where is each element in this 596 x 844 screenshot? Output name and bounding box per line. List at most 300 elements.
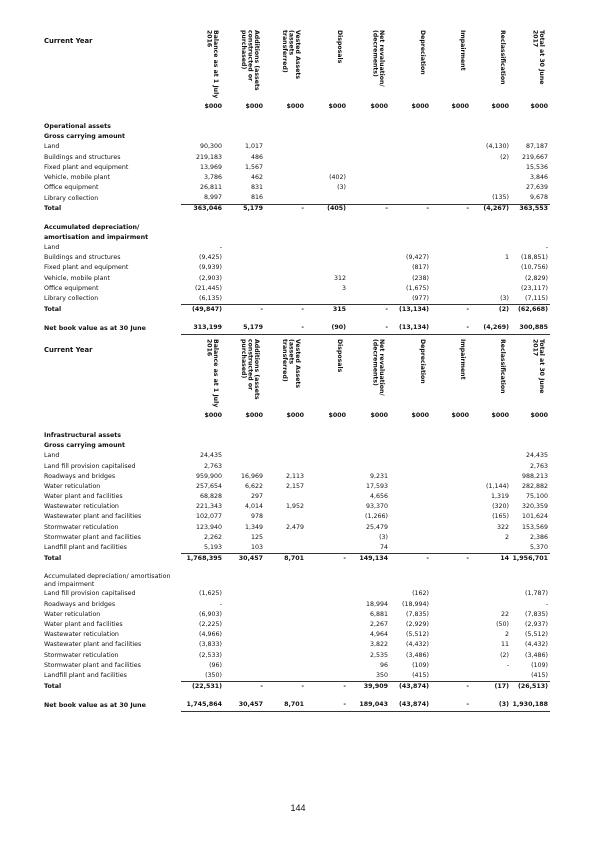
value-cell: - (506, 661, 509, 669)
column-header-cell (390, 30, 431, 100)
spacer-cell (42, 215, 550, 223)
value-cell: - (306, 700, 348, 711)
value-cell (265, 284, 306, 294)
row-label: Buildings and structures (44, 153, 121, 161)
subsection-heading-row (42, 223, 550, 233)
row-label: Wastewater reticulation (44, 631, 119, 639)
value-cell (431, 600, 471, 610)
unit-cell: $000 (491, 411, 509, 419)
row-heading: Gross carrying amount (44, 442, 126, 450)
value-cell (265, 462, 306, 472)
row-label: Total (44, 305, 62, 313)
value-cell: 5,179 (224, 323, 265, 334)
row-heading: Gross carrying amount (44, 133, 126, 141)
value-cell (431, 163, 471, 173)
column-header-cell (471, 339, 511, 409)
value-cell (265, 651, 306, 661)
value-cell: 2,267 (369, 620, 388, 628)
section-heading-row (42, 122, 550, 132)
value-cell: 315 (306, 305, 348, 316)
value-cell (306, 502, 348, 512)
value-cell (306, 533, 348, 543)
value-cell: - (390, 554, 431, 565)
value-cell: 3 (341, 284, 346, 292)
value-cell (348, 253, 390, 263)
row-heading: Accumulated depreciation/ (44, 223, 140, 231)
value-cell (306, 193, 348, 204)
unit-cell: $000 (245, 102, 263, 110)
value-cell: (7,835) (525, 610, 548, 618)
value-cell (265, 610, 306, 620)
unit-cell: $000 (245, 411, 263, 419)
value-cell (471, 472, 511, 482)
value-cell: (2) (500, 651, 509, 659)
subsection-heading-row (42, 233, 550, 243)
unit-cell: $000 (286, 102, 304, 110)
value-cell: - (431, 204, 471, 215)
value-cell (431, 589, 471, 599)
value-cell: 13,969 (199, 163, 222, 171)
subsection-heading-row (42, 572, 550, 589)
spacer-row (42, 114, 550, 122)
row-label: Library collection (44, 295, 99, 303)
value-cell: (18,994) (402, 600, 429, 608)
column-header-cell (224, 339, 265, 409)
value-cell: 153,569 (521, 523, 548, 531)
value-cell: (405) (306, 204, 348, 215)
value-cell: 2 (504, 631, 509, 639)
value-cell: - (431, 305, 471, 316)
value-cell (348, 163, 390, 173)
spacer-cell (42, 315, 550, 323)
column-header-cell (511, 30, 550, 100)
value-cell: (26,513) (511, 682, 550, 693)
value-cell: (5,512) (406, 631, 429, 639)
value-cell (431, 274, 471, 284)
table-row (42, 600, 550, 610)
row-label: Land fill provision capitalised (44, 590, 136, 598)
value-cell: 103 (250, 544, 263, 551)
heading-spacer (181, 572, 550, 589)
value-cell: 189,043 (348, 700, 390, 711)
value-cell: 1,017 (244, 143, 263, 151)
table-row (42, 589, 550, 599)
value-cell: 39,909 (348, 682, 390, 693)
column-header-total-at-30-june-2017: Total at 30 June 2017 (531, 30, 545, 85)
value-cell (348, 284, 390, 294)
unit-cell: $000 (328, 102, 346, 110)
table-row (42, 472, 550, 482)
table-row (42, 533, 550, 543)
value-cell (265, 253, 306, 263)
value-cell: (7,115) (525, 294, 548, 302)
value-cell (306, 482, 348, 492)
infrastructural-assets-table (42, 339, 550, 712)
value-cell: 486 (250, 153, 263, 161)
value-cell: 96 (379, 661, 388, 669)
row-label: Roadways and bridges (44, 600, 116, 608)
row-label: Fixed plant and equipment (44, 163, 129, 171)
row-label: Net book value as at 30 June (44, 701, 146, 709)
value-cell (265, 589, 306, 599)
value-cell: 2,535 (369, 651, 388, 659)
value-cell (224, 451, 265, 461)
units-spacer (42, 100, 181, 114)
value-cell (431, 263, 471, 273)
value-cell: - (306, 682, 348, 693)
value-cell (348, 243, 390, 253)
unit-cell: $000 (370, 411, 388, 419)
value-cell (265, 274, 306, 284)
value-cell: 2,479 (285, 523, 304, 531)
value-cell: - (431, 700, 471, 711)
value-cell (471, 263, 511, 273)
column-header-cell (181, 30, 224, 100)
value-cell: (62,668) (511, 305, 550, 316)
table-row (42, 173, 550, 183)
column-header-reclassification: Reclassification (499, 339, 506, 394)
unit-cell: $000 (451, 102, 469, 110)
row-label: Water reticulation (44, 482, 101, 490)
row-heading: Infrastructural assets (44, 431, 121, 439)
value-cell: (3) (471, 700, 511, 711)
value-cell: - (431, 323, 471, 334)
value-cell: - (306, 554, 348, 565)
value-cell (471, 543, 511, 554)
row-label: Office equipment (44, 184, 99, 192)
value-cell: (2,225) (199, 620, 222, 628)
value-cell: (49,847) (181, 305, 224, 316)
value-cell: - (265, 682, 306, 693)
row-label: Landfill plant and facilities (44, 544, 127, 552)
table-row (42, 651, 550, 661)
unit-cell: $000 (286, 411, 304, 419)
value-cell (306, 620, 348, 630)
row-label: Vehicle, mobile plant (44, 173, 110, 181)
value-cell: 2,386 (529, 533, 548, 541)
value-cell: 1,567 (244, 163, 263, 171)
row-label: Wastewater plant and facilities (44, 513, 142, 521)
value-cell: 26,811 (199, 184, 222, 192)
value-cell (224, 263, 265, 273)
value-cell: (2,829) (525, 274, 548, 282)
value-cell (431, 294, 471, 305)
value-cell: (1,266) (365, 513, 388, 521)
value-cell: (320) (492, 503, 509, 511)
value-cell: (4,966) (199, 631, 222, 639)
table-corner-label: Current Year (44, 346, 93, 354)
column-header-cell (265, 30, 306, 100)
value-cell: (3) (379, 533, 388, 541)
value-cell (390, 482, 431, 492)
value-cell: (1,675) (406, 284, 429, 292)
value-cell: 4,014 (244, 503, 263, 511)
value-cell (471, 163, 511, 173)
value-cell: (350) (205, 671, 222, 679)
value-cell: 221,343 (195, 503, 222, 511)
table-row (42, 263, 550, 273)
value-cell: (1,144) (486, 482, 509, 490)
value-cell: (22,531) (181, 682, 224, 693)
table-row (42, 482, 550, 492)
value-cell: 22 (500, 610, 509, 618)
value-cell (431, 193, 471, 204)
value-cell: (50) (496, 620, 509, 628)
value-cell (224, 671, 265, 682)
units-spacer (42, 409, 181, 423)
value-cell (306, 142, 348, 152)
value-cell: 313,199 (181, 323, 224, 334)
value-cell (471, 451, 511, 461)
value-cell: (17) (471, 682, 511, 693)
value-cell: (415) (531, 671, 548, 679)
unit-cell: $000 (530, 102, 548, 110)
value-cell: 16,969 (240, 472, 263, 480)
value-cell: (90) (306, 323, 348, 334)
value-cell (431, 533, 471, 543)
value-cell: 93,370 (365, 503, 388, 511)
value-cell (348, 451, 390, 461)
column-header-cell (431, 339, 471, 409)
value-cell: (4,267) (471, 204, 511, 215)
column-header-cell (348, 339, 390, 409)
value-cell: - (219, 244, 222, 251)
value-cell: 831 (250, 184, 263, 192)
value-cell: 978 (250, 513, 263, 521)
table-row (42, 142, 550, 152)
section-heading-row (42, 431, 550, 441)
value-cell: (4,130) (486, 143, 509, 151)
table-row (42, 671, 550, 682)
value-cell: - (265, 204, 306, 215)
row-heading: Operational assets (44, 122, 111, 130)
spacer-cell (42, 114, 550, 122)
value-cell (265, 492, 306, 502)
value-cell (471, 274, 511, 284)
value-cell: 6,622 (244, 482, 263, 490)
value-cell: 25,479 (365, 523, 388, 531)
value-cell (265, 661, 306, 671)
value-cell (306, 610, 348, 620)
table-row (42, 640, 550, 650)
subsection-heading-row (42, 132, 550, 142)
value-cell (265, 533, 306, 543)
value-cell (224, 294, 265, 305)
table-row (42, 492, 550, 502)
value-cell (390, 243, 431, 253)
column-header-reclassification: Reclassification (499, 30, 506, 85)
value-cell: - (265, 323, 306, 334)
value-cell (390, 472, 431, 482)
value-cell: 363,046 (181, 204, 224, 215)
value-cell (306, 294, 348, 305)
value-cell (431, 523, 471, 533)
value-cell: 30,457 (224, 554, 265, 565)
value-cell: (109) (531, 661, 548, 669)
value-cell: (402) (329, 173, 346, 181)
value-cell: 312 (333, 274, 346, 282)
value-cell (265, 173, 306, 183)
value-cell: (4,432) (406, 641, 429, 649)
value-cell: 5,179 (224, 204, 265, 215)
row-label: Water plant and facilities (44, 620, 123, 628)
row-label: Wastewater plant and facilities (44, 641, 142, 649)
value-cell: (415) (412, 671, 429, 679)
value-cell: 17,593 (365, 482, 388, 490)
value-cell (431, 472, 471, 482)
value-cell: 462 (250, 173, 263, 181)
value-cell: 1,930,188 (511, 700, 550, 711)
value-cell: - (265, 305, 306, 316)
value-cell (390, 142, 431, 152)
row-label: Office equipment (44, 284, 99, 292)
column-header-cell (511, 339, 550, 409)
value-cell: (5,512) (525, 631, 548, 639)
value-cell: 322 (496, 523, 509, 531)
value-cell: 74 (379, 544, 388, 551)
value-cell (306, 651, 348, 661)
column-header-cell (471, 30, 511, 100)
value-cell: (1,625) (199, 590, 222, 598)
value-cell (471, 600, 511, 610)
value-cell (471, 243, 511, 253)
value-cell: (43,874) (390, 682, 431, 693)
value-cell: (165) (492, 513, 509, 521)
value-cell (471, 671, 511, 682)
value-cell (265, 142, 306, 152)
value-cell: 14 (471, 554, 511, 565)
value-cell: 8,701 (265, 700, 306, 711)
unit-cell: $000 (530, 411, 548, 419)
units-row (42, 409, 550, 423)
spacer-row (42, 692, 550, 700)
row-label: Stormwater reticulation (44, 523, 119, 531)
unit-cell: $000 (451, 411, 469, 419)
value-cell: 30,457 (224, 700, 265, 711)
value-cell (348, 462, 390, 472)
spacer-cell (42, 423, 550, 431)
column-header-cell (306, 30, 348, 100)
value-cell: 2,262 (203, 533, 222, 541)
value-cell (431, 451, 471, 461)
column-header-impairment: Impairment (459, 339, 466, 380)
value-cell: 219,667 (521, 153, 548, 161)
value-cell (265, 193, 306, 204)
value-cell (306, 513, 348, 523)
value-cell (390, 173, 431, 183)
value-cell: (43,874) (390, 700, 431, 711)
value-cell (431, 502, 471, 512)
value-cell: - (224, 305, 265, 316)
value-cell: (3,486) (525, 651, 548, 659)
table-row (42, 284, 550, 294)
value-cell (431, 661, 471, 671)
value-cell (306, 523, 348, 533)
value-cell: 2,763 (203, 462, 222, 470)
value-cell (471, 462, 511, 472)
value-cell: - (390, 204, 431, 215)
unit-cell: $000 (328, 411, 346, 419)
value-cell (431, 142, 471, 152)
value-cell: 3,846 (529, 173, 548, 181)
column-header-cell (265, 339, 306, 409)
value-cell (431, 543, 471, 554)
value-cell: (3,833) (199, 641, 222, 649)
unit-cell: $000 (411, 411, 429, 419)
value-cell (306, 661, 348, 671)
row-label: Land fill provision capitalised (44, 462, 136, 470)
table-row (42, 543, 550, 554)
value-cell: 1,745,864 (181, 700, 224, 711)
value-cell (348, 153, 390, 163)
row-label: Stormwater reticulation (44, 651, 119, 659)
value-cell (431, 651, 471, 661)
value-cell: (2,533) (199, 651, 222, 659)
value-cell: 5,193 (203, 544, 222, 551)
value-cell: 24,435 (525, 452, 548, 460)
value-cell: (238) (412, 274, 429, 282)
value-cell: (4,432) (525, 641, 548, 649)
value-cell (224, 253, 265, 263)
value-cell (224, 610, 265, 620)
value-cell (224, 243, 265, 253)
column-header-cell (224, 30, 265, 100)
value-cell (348, 263, 390, 273)
column-header-cell (431, 30, 471, 100)
value-cell (431, 492, 471, 502)
value-cell: 320,359 (521, 503, 548, 511)
value-cell (431, 284, 471, 294)
value-cell: 988,213 (521, 472, 548, 480)
value-cell (390, 462, 431, 472)
row-label: Land (44, 143, 60, 151)
value-cell: (4,269) (471, 323, 511, 334)
value-cell (265, 183, 306, 193)
value-cell: 4,964 (369, 631, 388, 639)
value-cell: (13,134) (390, 305, 431, 316)
value-cell (390, 523, 431, 533)
value-cell (431, 173, 471, 183)
value-cell: 350 (375, 671, 388, 679)
value-cell (224, 630, 265, 640)
value-cell: (6,135) (199, 294, 222, 302)
value-cell (224, 462, 265, 472)
column-header-depreciation: Depreciation (419, 30, 426, 75)
unit-cell: $000 (491, 102, 509, 110)
value-cell (348, 183, 390, 193)
table-row (42, 462, 550, 472)
unit-cell: $000 (204, 411, 222, 419)
value-cell: (2,937) (525, 620, 548, 628)
value-cell (431, 513, 471, 523)
column-header-depreciation: Depreciation (419, 339, 426, 384)
table-row (42, 523, 550, 533)
value-cell (306, 492, 348, 502)
row-label: Water plant and facilities (44, 493, 123, 501)
spacer-cell (42, 564, 550, 572)
value-cell: 3,822 (369, 641, 388, 649)
value-cell: (817) (412, 264, 429, 272)
value-cell (390, 163, 431, 173)
table-row (42, 163, 550, 173)
column-header-cell (306, 339, 348, 409)
value-cell: 18,994 (365, 600, 388, 608)
value-cell (224, 274, 265, 284)
row-label: Fixed plant and equipment (44, 264, 129, 272)
value-cell: 11 (500, 641, 509, 649)
value-cell (431, 253, 471, 263)
value-cell (265, 513, 306, 523)
